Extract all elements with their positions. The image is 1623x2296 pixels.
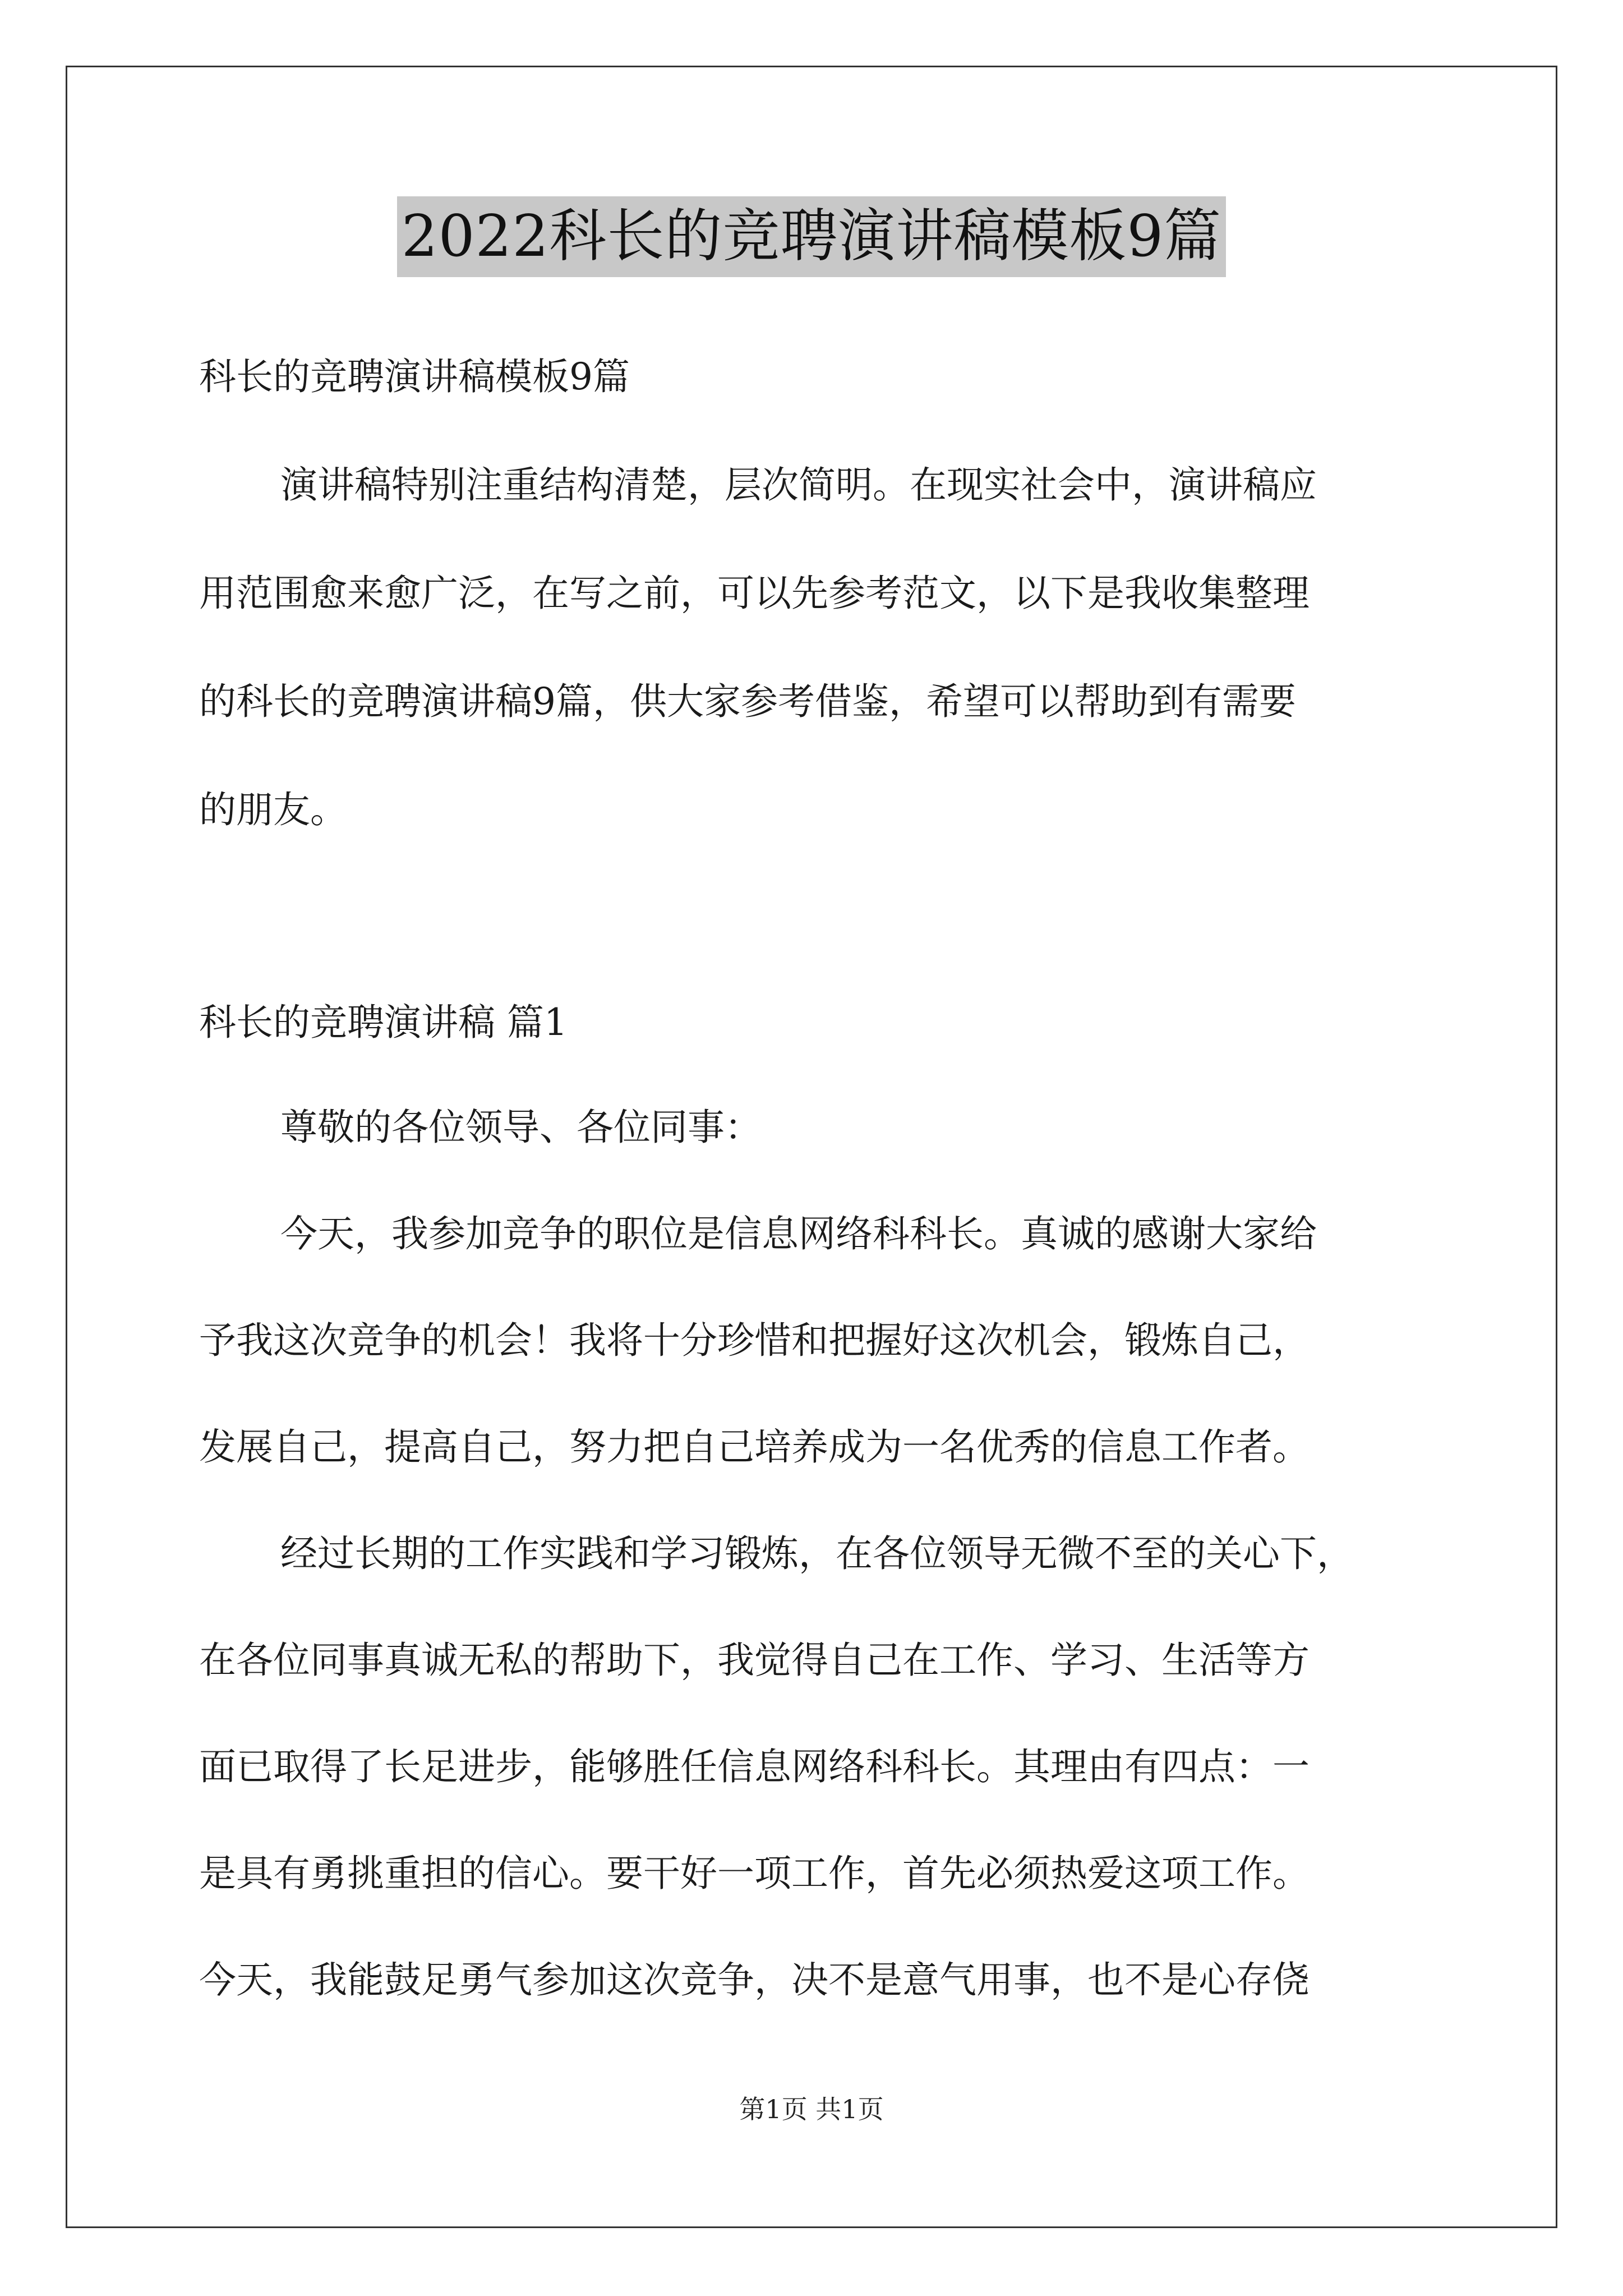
title-container (0, 196, 1623, 277)
document-subtitle: 科长的竞聘演讲稿模板9篇 (199, 355, 630, 398)
paragraph-line: 今天，我参加竞争的职位是信息网络科科长。真诚的感谢大家给 (280, 1212, 1317, 1255)
section-heading: 科长的竞聘演讲稿 篇1 (199, 1001, 568, 1044)
paragraph-line: 是具有勇挑重担的信心。要干好一项工作，首先必须热爱这项工作。 (199, 1852, 1310, 1895)
paragraph-line: 经过长期的工作实践和学习锻炼，在各位领导无微不至的关心下， (280, 1532, 1354, 1575)
intro-line: 的朋友。 (199, 788, 347, 831)
page-footer: 第1页 共1页 (739, 2094, 884, 2124)
paragraph-line: 发展自己，提高自己，努力把自己培养成为一名优秀的信息工作者。 (199, 1425, 1310, 1469)
paragraph-line: 在各位同事真诚无私的帮助下，我觉得自己在工作、学习、生活等方 (199, 1639, 1310, 1682)
document-title: 2022科长的竞聘演讲稿模板9篇 (397, 196, 1226, 277)
intro-line: 演讲稿特别注重结构清楚，层次简明。在现实社会中，演讲稿应 (280, 463, 1317, 507)
intro-line: 用范围愈来愈广泛，在写之前，可以先参考范文，以下是我收集整理 (199, 572, 1310, 615)
paragraph-line: 予我这次竞争的机会！我将十分珍惜和把握好这次机会，锻炼自己， (199, 1319, 1310, 1362)
intro-line: 的科长的竞聘演讲稿9篇，供大家参考借鉴，希望可以帮助到有需要 (199, 680, 1296, 723)
paragraph-line: 今天，我能鼓足勇气参加这次竞争，决不是意气用事，也不是心存侥 (199, 1958, 1310, 2001)
paragraph-line: 面已取得了长足进步，能够胜任信息网络科科长。其理由有四点：一 (199, 1745, 1310, 1788)
salutation: 尊敬的各位领导、各位同事： (280, 1106, 762, 1149)
